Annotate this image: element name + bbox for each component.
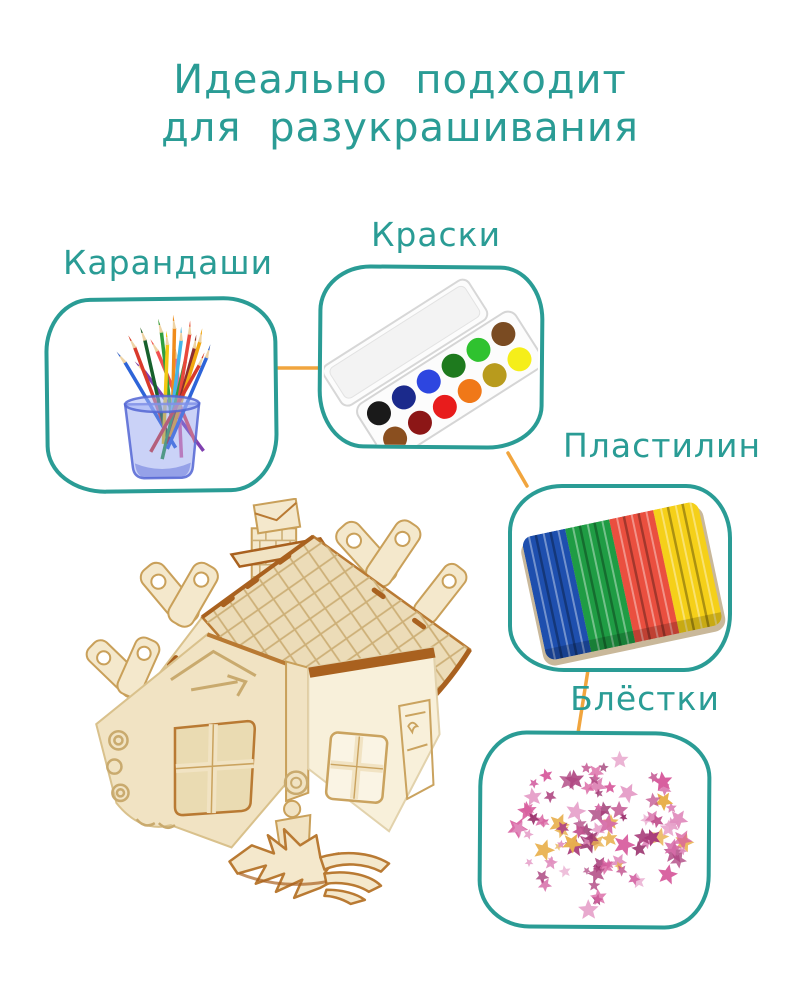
chicken-legs: [230, 815, 390, 904]
connector-paints-plasticine: [508, 453, 527, 486]
title-line-1: Идеально подходит: [173, 57, 627, 103]
wooden-house-photo: [78, 498, 482, 912]
label-plasticine: Пластилин: [562, 426, 762, 465]
callout-bubble-plasticine: [508, 484, 732, 672]
plasticine-block: [518, 500, 727, 666]
corner-post: [284, 662, 308, 839]
right-wall: [308, 647, 439, 831]
glitter-photo: [481, 734, 707, 926]
pencil-cup: [125, 396, 200, 479]
pencils-photo: [76, 304, 248, 488]
callout-bubble-glitter: [477, 730, 711, 930]
label-paints: Краски: [370, 215, 502, 254]
side-window: [326, 732, 388, 803]
callout-bubble-paints: [317, 264, 545, 450]
front-window: [175, 721, 255, 815]
paints-photo: [323, 272, 538, 446]
glitter-stars: [507, 750, 695, 920]
page-title: [0, 56, 800, 152]
callout-bubble-pencils: [44, 296, 279, 495]
label-pencils: Карандаши: [62, 243, 274, 282]
paint-box: [323, 272, 538, 446]
plasticine-photo: [518, 496, 728, 666]
label-glitter: Блёстки: [570, 679, 720, 718]
title-line-2: для разукрашивания: [161, 105, 639, 151]
